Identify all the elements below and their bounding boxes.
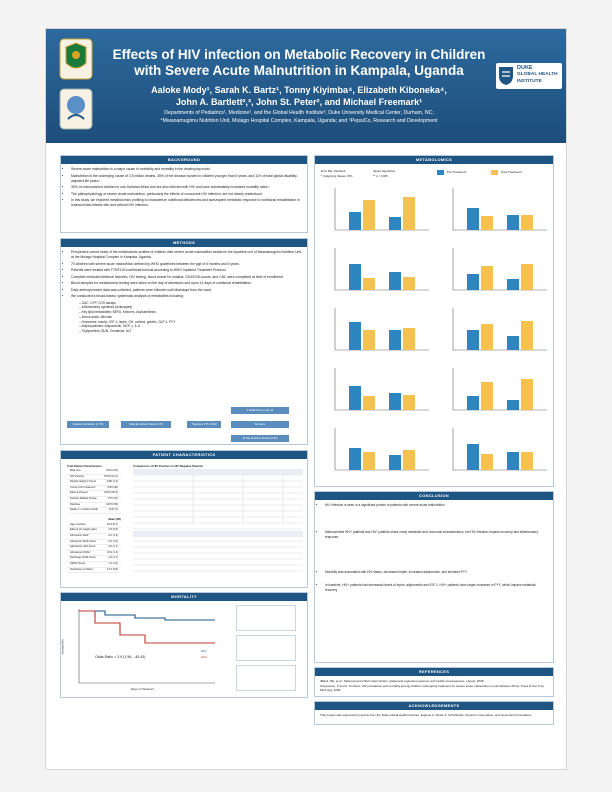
background-bullets — [61, 164, 307, 208]
methods-bullet: • Daily anthropometric data was collected, patients were followed until discharge from the ward. — [71, 288, 303, 293]
title-line-2: with Severe Acute Malnutrition in Kampala, Uganda — [134, 63, 464, 78]
bar — [349, 264, 361, 290]
metab-note-1: Error Bar: Standard — [321, 169, 346, 173]
patient-characteristics-heading: PATIENT CHARACTERISTICS — [61, 451, 307, 459]
methods-bullet: • Blood samples for metabolomic testing were taken on the day of admission and upon 14 days of nutritional rehabilitation. — [71, 281, 303, 286]
references-heading: REFERENCES — [315, 668, 553, 676]
mini-chart — [236, 635, 296, 661]
mortality-heading: MORTALITY — [61, 593, 307, 601]
background-bullet: • Severe acute malnutrition is a major cause of morbidity and mortality in the developing world. — [71, 167, 303, 172]
methods-section — [60, 238, 308, 445]
affil-line-1: Departments of Pediatrics¹, Medicine², and the Global Health Institute³, Duke University Medical Center, Durham, NC; — [164, 110, 434, 116]
methods-heading: METHODS — [61, 239, 307, 247]
legend-pre-swatch — [437, 170, 444, 175]
bar — [467, 444, 479, 470]
bar — [349, 448, 361, 470]
table-row: Weight Height Z Score -3.80 (1.2) — [67, 480, 121, 486]
flow-box-admission: Inpatient Admission (n=70) — [67, 421, 109, 428]
bar — [403, 328, 415, 350]
metabolite-bar-chart — [321, 424, 433, 478]
bar — [467, 274, 479, 290]
bar — [363, 330, 375, 350]
survival-odds-annotation: Odds Ratio = 3.9 (1.98 – 40.43) — [95, 655, 146, 659]
table-row: Positive Malaria Smear 7/70 (10) — [67, 497, 121, 503]
affiliations — [106, 109, 492, 125]
methods-bullet: • Complete medical/nutritional histories, HIV testing, blood smear for malaria, CD4/CD8 counts, and CBC were completed at time of enrollment. — [71, 275, 303, 280]
metab-note-2: * Underlying Values: ±5% — [321, 174, 353, 178]
metabolite-bar-chart — [321, 244, 433, 298]
table-row: Age (months) 16.9 (8.7) — [67, 523, 121, 529]
reference-1: ¹Black, RE, et al., Maternal and child undernutrition: global and regional exposures and health consequences. Lancet, 2008. — [320, 679, 485, 683]
poster-title — [106, 47, 492, 79]
methods-bullet: • Prospective cohort study of the metabolomic profiles of children with severe acute malnutrition treated in the inpatient unit of Mwanamugimu Nutrition Unit at the Mulago Hospital Complex in Kampala, Uganda. — [71, 250, 303, 260]
metabolomics-heading: METABOLOMICS — [315, 156, 553, 164]
table-row: Admission WAZ-Score -4.0 (1.6) — [67, 540, 121, 546]
methods-bullet: • 70 children with severe acute malnutrition defined by WHO guidelines between the age of 6 months and 5 years. — [71, 262, 303, 267]
bar — [403, 450, 415, 470]
bar — [349, 386, 361, 410]
metab-sig-1: Values Significant — [373, 169, 396, 173]
bar — [507, 336, 519, 350]
conclusion-section — [314, 491, 554, 663]
methods-sub-bullet: – Inflammatory cytokines (leukocytes) — [79, 305, 307, 310]
flow-box-survivors: Survivors — [231, 421, 289, 428]
bar — [481, 216, 493, 230]
conclusion-bullets — [315, 500, 553, 593]
duke-shield-icon — [498, 66, 514, 86]
bar — [467, 396, 479, 410]
bar — [521, 452, 533, 470]
table-row: ΔWHZ Score 1.2 (1.6) — [67, 562, 121, 568]
legend-pre-label: Pre-Treatment — [447, 170, 467, 174]
bar — [389, 217, 401, 230]
bar — [507, 400, 519, 410]
table-row: Admission MUAC 10.9 (1.2) — [67, 551, 121, 557]
poster — [45, 28, 567, 770]
references-section — [314, 667, 554, 697]
poster-header — [46, 29, 566, 143]
methods-sub-bullet: – Key lipid metabolites: NEFA, Ketones, Acylcarnitines — [79, 310, 307, 315]
metabolite-bar-chart — [439, 364, 551, 418]
patient-characteristics-section — [60, 450, 308, 588]
table-row: Admission HAZ-Score -3.2 (1.7) — [67, 545, 121, 551]
bar — [389, 455, 401, 470]
metabolite-bar-chart — [321, 184, 433, 238]
conclusion-heading: CONCLUSION — [315, 492, 553, 500]
bar — [507, 215, 519, 230]
legend-post-swatch — [491, 170, 498, 175]
bar — [467, 330, 479, 350]
background-bullet: • In this study, we explored metabolomics profiling to characterize nutritional deficiencies and subsequent metabolic response to nutritional rehabilitation in malnourished infants with and without HIV infection. — [71, 198, 303, 208]
table-row: Diarrhea 42/70 (60) — [67, 503, 121, 509]
conclusion-bullet: • Malnourished HIV+ patients and HIV- patients share many metabolic and hormonal characteristics, but HIV infection impairs recovery and inflammatory response — [325, 530, 549, 540]
table-row: Current HIV treatment 6/15 (40) — [67, 486, 121, 492]
methods-sub-bullets — [61, 301, 307, 335]
bar — [467, 208, 479, 230]
comparison-table-grid — [133, 469, 303, 581]
bar — [363, 452, 375, 470]
acknowledgements-section — [314, 701, 554, 725]
comparison-table — [133, 464, 303, 582]
table-row: Discharge WHZ Score -1.9 (1.7) — [67, 556, 121, 562]
background-bullet: • 30% of malnourished children in sub-Saharan Africa and are also infected with HIV and have substantially increased mortality rates.² — [71, 185, 303, 190]
table-row: HIV Positive 15/70 (21.4) — [67, 475, 121, 481]
metabolite-bar-chart — [321, 304, 433, 358]
bar — [481, 382, 493, 410]
bar — [481, 266, 493, 290]
metab-sig-2: ** p < 0.005 — [373, 174, 388, 178]
logo-text-2: GLOBAL HEALTH — [517, 72, 558, 77]
methods-bullet: • Patients were treated with F75/F100 nutritional formula according to WHO Inpatient Treatment Protocol. — [71, 268, 303, 273]
mini-chart — [236, 665, 296, 691]
bar — [521, 321, 533, 350]
references-text — [315, 676, 553, 696]
patient-table2-header: Mean (SD) — [108, 517, 121, 521]
bar — [507, 279, 519, 290]
bar — [389, 393, 401, 410]
background-bullet: • The pathophysiology of severe acute malnutrition, particularly the effects of concurrent HIV infection, are not clearly understood. — [71, 192, 303, 197]
reference-2: ²Fergusson, P and A. Tomkins, HIV prevalence and mortality among children undergoing treatment for severe acute malnutrition in sub-Saharan Africa. Trans R Soc Trop Med Hyg, 2009. — [320, 683, 545, 693]
table-row: Edema Present 44/70 (62.9) — [67, 491, 121, 497]
metabolite-bar-chart — [439, 424, 551, 478]
bar — [403, 197, 415, 230]
table-row: Death on nutrition rehab 5/70 (7) — [67, 508, 121, 514]
survival-xlabel: Days of Treatment — [131, 687, 154, 691]
logo-text-1: DUKE — [517, 65, 533, 71]
bar — [521, 264, 533, 290]
logo-text-3: INSTITUTE — [517, 79, 542, 84]
survival-line-hiv-neg — [79, 611, 215, 620]
duke-ghi-logo — [496, 63, 562, 89]
bar — [389, 272, 401, 290]
survival-line-hiv-pos — [79, 611, 215, 643]
bar — [507, 452, 519, 470]
survival-curve — [65, 605, 221, 695]
methods-bullets — [61, 247, 307, 299]
acknowledgements-text: This project was supported by grants from the Duke Global Health Institute, Eugene A. Stead Jr. Scholarship, PepsiCo Corporation, and Genentech Foundation. — [320, 713, 533, 717]
legend-post-label: Post-Treatment — [501, 170, 522, 174]
metabolite-bar-chart — [321, 364, 433, 418]
methods-bullet: • We conducted a broad-based, systematic analysis of metabolites including: — [71, 294, 303, 299]
bar — [389, 330, 401, 350]
patient-table — [67, 464, 121, 573]
flow-box-death: 4 Death Prior to day 14 — [231, 407, 289, 414]
flow-box-treatment: Treatment F75 / F100 — [187, 421, 221, 428]
table-row: Total Days on Ward 17.6 (9.8) — [67, 568, 121, 574]
methods-sub-bullet: – Adipocytokines: Adiponectin, MCP-1, IL-6 — [79, 324, 307, 329]
bar — [521, 215, 533, 230]
flow-box-enrollment: Initial Enrollment Data (n=70) — [121, 421, 171, 428]
table-row: Edema (% weight gain) 2.8 (6.5) — [67, 528, 121, 534]
bar — [363, 396, 375, 410]
metabolite-bar-chart — [439, 244, 551, 298]
background-heading: BACKGROUND — [61, 156, 307, 164]
bar — [363, 200, 375, 230]
table-row: Admission WHZ -3.2 (1.4) — [67, 534, 121, 540]
methods-sub-bullet: – Hormones: Insulin, IGF-1, leptin, GH, cortisol, ghrelin, GLP-1, PYY — [79, 320, 307, 325]
mini-chart — [236, 605, 296, 631]
metabolomics-chart-grid — [315, 184, 555, 484]
conclusion-bullet: • In baseline, HIV+ patients had decreased levels of leptin, adiponectin and IGF-1. HIV+ patients have larger increases in PYY, which impairs metabolic recovery — [325, 583, 549, 593]
methods-sub-bullet: – Amino acids, Albumin — [79, 315, 307, 320]
mortality-section — [60, 592, 308, 698]
flow-box-rehab: 14 Day Nutrition Rehab (n=45) — [231, 435, 289, 442]
bar — [349, 322, 361, 350]
bar — [403, 395, 415, 410]
conclusion-bullet: • HIV Infection is seen in a significant portion of patients with severe acute malnutrition — [325, 503, 549, 508]
survival-ylabel: Survival (%) — [60, 639, 65, 655]
author-list — [106, 84, 492, 108]
title-line-1: Effects of HIV infection on Metabolic Recovery in Children — [112, 47, 486, 62]
background-section — [60, 155, 308, 233]
metabolomics-section — [314, 155, 554, 487]
authors-line-1: Aaloke Mody¹, Sarah K. Bartz¹, Tonny Kiyimba⁴, Elizabeth Kiboneka⁴, — [151, 85, 447, 95]
bar — [363, 278, 375, 290]
bar — [481, 454, 493, 470]
background-bullet: • Malnutrition is the underlying cause of 3.5 million deaths, 35% of the disease burden in children younger than 5 years, and 11% of total global disability-adjusted life years.¹ — [71, 174, 303, 184]
bar — [481, 324, 493, 350]
methods-sub-bullet: – Triglycerides, BUN, Creatinine, ALT — [79, 329, 307, 334]
authors-line-2: John A. Bartlett²,³, John St. Peter², and Michael Freemark¹ — [175, 97, 423, 107]
patient-table-title: Total Patient Characteristics — [67, 465, 102, 468]
acknowledgements-heading: ACKNOWLEDGEMENTS — [315, 702, 553, 710]
comparison-table-title: Comparison of HIV Positive vs HIV Negative Patients — [133, 464, 204, 468]
legend-hiv-neg: HIV- — [201, 649, 207, 653]
metabolite-bar-chart — [439, 304, 551, 358]
legend-hiv-pos: HIV+ — [201, 655, 208, 659]
table-row: Male Sex 34/70 (51) — [67, 469, 121, 475]
affil-line-2: ⁴Mwanamugimu Nutrition Unit, Mulago Hospital Complex, Kampala, Uganda; and ⁵PepsiCo, Research and Development — [160, 118, 438, 124]
institution-logo-icon — [50, 37, 102, 135]
methods-sub-bullet: – OAC, CFP, CGS assays — [79, 301, 307, 306]
bar — [521, 379, 533, 410]
conclusion-bullet: • Mortality was associated with HIV status, decreased leptin, increased adiponectin, and elevated PYY — [325, 570, 549, 575]
bar — [403, 277, 415, 290]
metabolite-bar-chart — [439, 184, 551, 238]
bar — [349, 212, 361, 230]
